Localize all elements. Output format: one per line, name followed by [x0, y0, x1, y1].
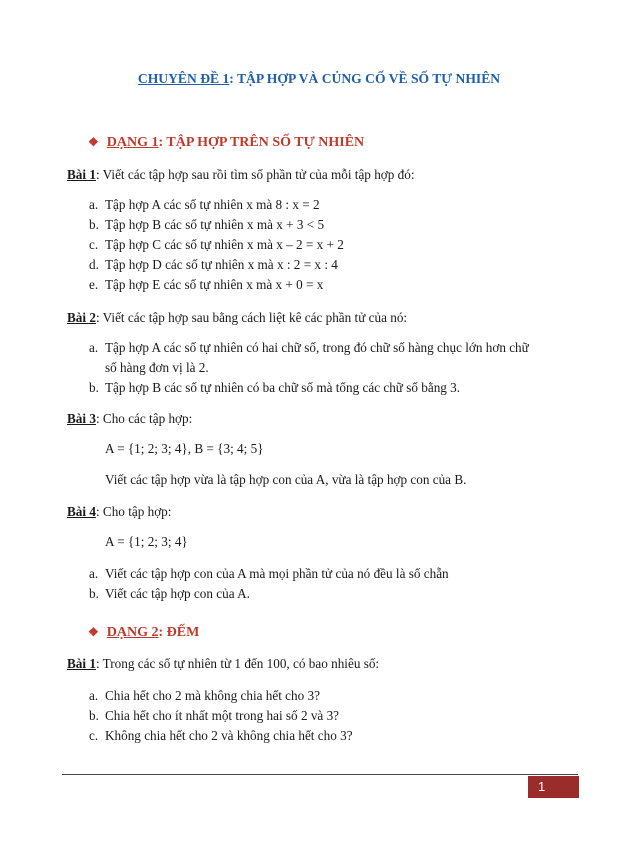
- exercise-label: Bài 4: [67, 504, 96, 519]
- list-item: [89, 197, 320, 213]
- list-marker: a.: [89, 340, 99, 355]
- list-item: [89, 340, 529, 356]
- list-item: [89, 257, 338, 273]
- section-heading-dang-2: [88, 625, 199, 641]
- set-definition: A = {1; 2; 3; 4}, B = {3; 4; 5}: [105, 441, 264, 456]
- section-title: : TẬP HỢP TRÊN SỐ TỰ NHIÊN: [158, 135, 365, 150]
- exercise-text: : Viết các tập hợp sau rồi tìm số phần tử của mỗi tập hợp đó:: [95, 167, 415, 182]
- exercise-2-prompt: [67, 310, 407, 326]
- section-label: DẠNG 2: [106, 625, 159, 640]
- list-item-text: Tập hợp C các số tự nhiên x mà x – 2 = x + 2: [105, 237, 344, 252]
- list-item: [89, 237, 344, 253]
- exercise-label: Bài 2: [67, 310, 96, 325]
- section-heading-dang-1: [88, 135, 364, 151]
- diamond-bullet-icon: ❖: [88, 625, 99, 639]
- list-item-text: Tập hợp E các số tự nhiên x mà x + 0 = x: [105, 277, 324, 292]
- exercise-label: Bài 1: [67, 167, 96, 182]
- list-marker: b.: [89, 217, 99, 232]
- list-item: [89, 217, 324, 233]
- list-marker: b.: [89, 708, 99, 723]
- list-item-text: Tập hợp B các số tự nhiên có ba chữ số mà tổng các chữ số bằng 3.: [105, 380, 461, 395]
- list-marker: b.: [89, 380, 99, 395]
- list-item-text: Chia hết cho 2 mà không chia hết cho 3?: [105, 688, 320, 703]
- list-item: [89, 380, 460, 396]
- list-item: [89, 688, 320, 704]
- exercise-task: Viết các tập hợp vừa là tập hợp con của A, vừa là tập hợp con của B.: [105, 472, 467, 487]
- list-item: [89, 586, 250, 602]
- title-prefix: CHUYÊN ĐỀ 1: [137, 71, 230, 86]
- list-marker: a.: [89, 688, 99, 703]
- page-number-badge: 1: [528, 776, 579, 798]
- exercise-text: : Trong các số tự nhiên từ 1 đến 100, có bao nhiêu số:: [95, 656, 380, 671]
- section-title: : ĐẾM: [158, 625, 200, 640]
- section-label: DẠNG 1: [106, 135, 159, 150]
- list-item-continuation: số hàng đơn vị là 2.: [105, 360, 209, 375]
- list-item-text: Tập hợp D các số tự nhiên x mà x : 2 = x : 4: [105, 257, 338, 272]
- list-item: [89, 566, 449, 582]
- list-item: [89, 277, 323, 293]
- exercise-5-prompt: [67, 656, 379, 672]
- page-title: [0, 71, 638, 87]
- list-item-text: Viết các tập hợp con của A.: [105, 586, 250, 601]
- footer-divider: [62, 774, 578, 775]
- list-item-text: Không chia hết cho 2 và không chia hết cho 3?: [105, 728, 353, 743]
- exercise-text: : Viết các tập hợp sau bằng cách liệt kê các phần tử của nó:: [95, 310, 408, 325]
- list-item-text: Tập hợp A các số tự nhiên x mà 8 : x = 2: [105, 197, 320, 212]
- list-marker: c.: [89, 728, 99, 743]
- list-item-text: Tập hợp B các số tự nhiên x mà x + 3 < 5: [105, 217, 325, 232]
- list-item-text: Chia hết cho ít nhất một trong hai số 2 và 3?: [105, 708, 340, 723]
- list-item: [89, 708, 339, 724]
- list-marker: e.: [89, 277, 99, 292]
- list-marker: a.: [89, 197, 99, 212]
- list-item-text: Viết các tập hợp con của A mà mọi phần tử của nó đều là số chẵn: [105, 566, 449, 581]
- exercise-4-prompt: [67, 504, 171, 520]
- exercise-label: Bài 3: [67, 411, 96, 426]
- diamond-bullet-icon: ❖: [88, 135, 99, 149]
- exercise-text: : Cho tập hợp:: [95, 504, 172, 519]
- exercise-text: : Cho các tập hợp:: [95, 411, 193, 426]
- list-marker: d.: [89, 257, 99, 272]
- exercise-1-prompt: [67, 167, 415, 183]
- exercise-label: Bài 1: [67, 656, 96, 671]
- list-marker: b.: [89, 586, 99, 601]
- list-marker: a.: [89, 566, 99, 581]
- list-item: [89, 728, 353, 744]
- list-marker: c.: [89, 237, 99, 252]
- list-item-text: Tập hợp A các số tự nhiên có hai chữ số, trong đó chữ số hàng chục lớn hơn chữ: [105, 340, 529, 355]
- set-definition: A = {1; 2; 3; 4}: [105, 534, 188, 549]
- exercise-3-prompt: [67, 411, 192, 427]
- title-rest: : TẬP HỢP VÀ CỦNG CỐ VỀ SỐ TỰ NHIÊN: [229, 71, 501, 86]
